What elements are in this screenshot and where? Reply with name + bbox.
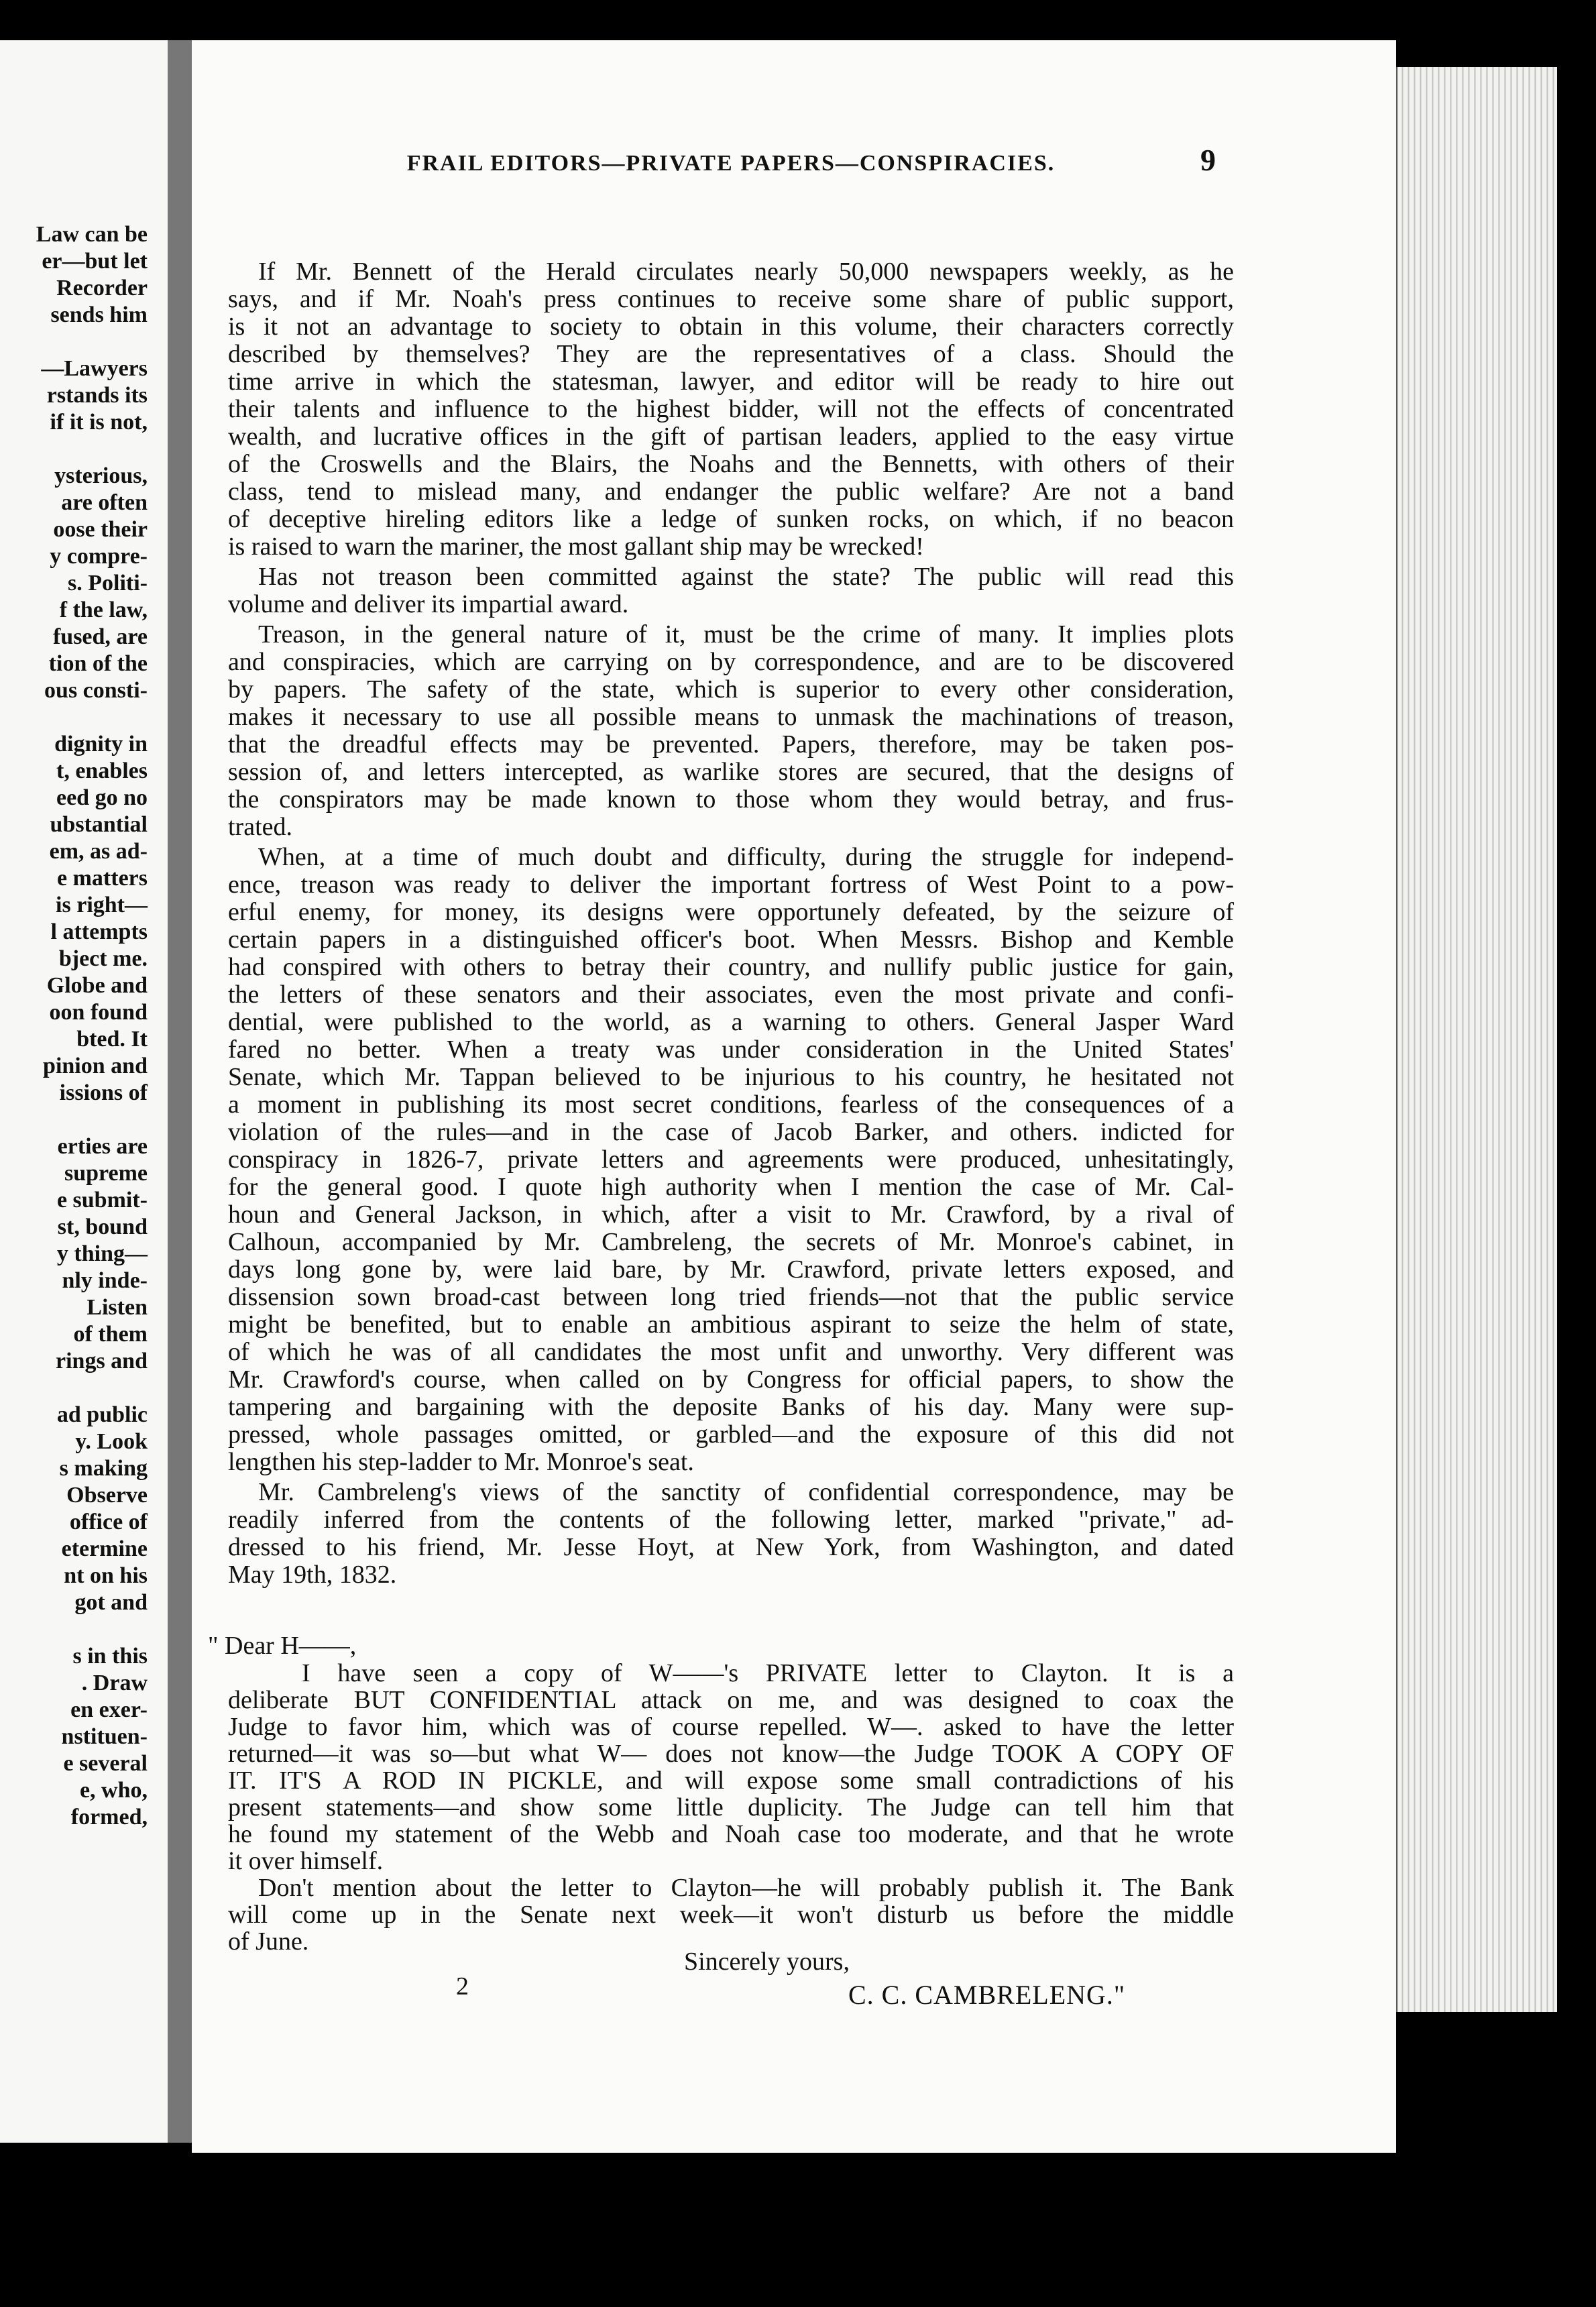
facing-page-line: e several bbox=[63, 1751, 148, 1776]
facing-page-line: Listen bbox=[87, 1295, 148, 1320]
facing-page-line: s making bbox=[59, 1456, 148, 1481]
text-line: time arrive in which the statesman, lawyer, and editor will be ready to hire out bbox=[228, 368, 1234, 396]
text-line: described by themselves? They are the representatives of a class. Should the bbox=[228, 340, 1234, 368]
facing-page-line: e submit- bbox=[56, 1188, 148, 1213]
text-line: days long gone by, were laid bare, by Mr. Crawford, private letters exposed, and bbox=[228, 1255, 1234, 1284]
facing-page-line: Law can be bbox=[36, 222, 148, 247]
facing-page-line: s in this bbox=[72, 1644, 148, 1669]
text-line: is raised to warn the mariner, the most gallant ship may be wrecked! bbox=[228, 532, 924, 561]
facing-page-line: er—but let bbox=[42, 249, 148, 274]
letter-salutation: " Dear H——, bbox=[208, 1632, 357, 1660]
facing-page-line: bted. It bbox=[76, 1027, 148, 1052]
facing-page-line: rings and bbox=[56, 1349, 148, 1373]
facing-page-line: oose their bbox=[53, 517, 148, 542]
facing-page-line: nstituen- bbox=[61, 1724, 148, 1749]
text-line: pressed, whole passages omitted, or garbled—and the exposure of this did not bbox=[228, 1420, 1234, 1449]
text-line: readily inferred from the contents of the following letter, marked "private," ad- bbox=[228, 1506, 1234, 1534]
facing-page-line: y compre- bbox=[50, 544, 148, 569]
facing-page-fragment bbox=[0, 40, 168, 2143]
letter-line: I have seen a copy of W——'s PRIVATE letter to Clayton. It is a bbox=[302, 1659, 1234, 1687]
facing-page-line: pinion and bbox=[43, 1054, 148, 1078]
text-line: session of, and letters intercepted, as warlike stores are secured, that the designs of bbox=[228, 758, 1234, 786]
text-line: Senate, which Mr. Tappan believed to be injurious to his country, he hesitated not bbox=[228, 1063, 1234, 1091]
text-line: lengthen his step-ladder to Mr. Monroe's seat. bbox=[228, 1448, 694, 1476]
text-line: says, and if Mr. Noah's press continues to receive some share of public support, bbox=[228, 285, 1234, 313]
facing-page-line: l attempts bbox=[50, 919, 148, 944]
facing-page-line: issions of bbox=[59, 1080, 148, 1105]
facing-page-line: e matters bbox=[57, 866, 148, 891]
text-line: dissension sown broad-cast between long tried friends—not that the public service bbox=[228, 1283, 1234, 1311]
facing-page-line: bject me. bbox=[58, 946, 148, 971]
text-line: tampering and bargaining with the deposite Banks of his day. Many were sup- bbox=[228, 1393, 1234, 1421]
facing-page-line: ad public bbox=[56, 1402, 148, 1427]
facing-page-line: nt on his bbox=[64, 1563, 148, 1588]
text-line: May 19th, 1832. bbox=[228, 1561, 397, 1589]
facing-page-line: is right— bbox=[56, 893, 148, 917]
text-line: the letters of these senators and their associates, even the most private and confi- bbox=[228, 980, 1234, 1009]
facing-page-line: y. Look bbox=[75, 1429, 148, 1454]
text-line: fared no better. When a treaty was under consideration in the United States' bbox=[228, 1035, 1234, 1064]
letter-line: deliberate BUT CONFIDENTIAL attack on me, and was designed to coax the bbox=[228, 1686, 1234, 1714]
text-line: erful enemy, for money, its designs were opportunely defeated, by the seizure of bbox=[228, 898, 1234, 926]
letter-line: Judge to favor him, which was of course repelled. W—. asked to have the letter bbox=[228, 1713, 1234, 1741]
letter-line: returned—it was so—but what W— does not know—the Judge TOOK A COPY OF bbox=[228, 1740, 1234, 1768]
text-line: of deceptive hireling editors like a ledge of sunken rocks, on which, if no beacon bbox=[228, 505, 1234, 533]
letter-line: will come up in the Senate next week—it won't disturb us before the middle bbox=[228, 1901, 1234, 1929]
letter-line: it over himself. bbox=[228, 1847, 384, 1875]
text-line: of which he was of all candidates the most unfit and unworthy. Very different was bbox=[228, 1338, 1234, 1366]
text-line: If Mr. Bennett of the Herald circulates nearly 50,000 newspapers weekly, as he bbox=[258, 258, 1234, 286]
text-line: volume and deliver its impartial award. bbox=[228, 590, 629, 618]
facing-page-line: eed go no bbox=[56, 785, 148, 810]
text-line: the conspirators may be made known to those whom they would betray, and frus- bbox=[228, 785, 1234, 813]
facing-page-line: Globe and bbox=[46, 973, 148, 998]
text-line: ence, treason was ready to deliver the important fortress of West Point to a pow- bbox=[228, 870, 1234, 899]
text-line: Calhoun, accompanied by Mr. Cambreleng, the secrets of Mr. Monroe's cabinet, in bbox=[228, 1228, 1234, 1256]
letter-line: of June. bbox=[228, 1927, 309, 1956]
facing-page-line: office of bbox=[69, 1510, 148, 1534]
letter-line: present statements—and show some little duplicity. The Judge can tell him that bbox=[228, 1793, 1234, 1821]
text-line: their talents and influence to the highest bidder, will not the effects of concentrated bbox=[228, 395, 1234, 423]
text-line: dential, were published to the world, as a warning to others. General Jasper Ward bbox=[228, 1008, 1234, 1036]
text-line: makes it necessary to use all possible means to unmask the machinations of treason, bbox=[228, 703, 1234, 731]
text-line: for the general good. I quote high authority when I mention the case of Mr. Cal- bbox=[228, 1173, 1234, 1201]
facing-page-line: supreme bbox=[64, 1161, 148, 1186]
facing-page-line: oon found bbox=[49, 1000, 148, 1025]
running-header: FRAIL EDITORS—PRIVATE PAPERS—CONSPIRACIES. bbox=[406, 151, 1056, 176]
text-line: had conspired with others to betray their country, and nullify public justice for gain, bbox=[228, 953, 1234, 981]
page-edges bbox=[1396, 67, 1557, 2012]
text-line: Mr. Crawford's course, when called on by Congress for official papers, to show the bbox=[228, 1365, 1234, 1394]
facing-page-line: Recorder bbox=[56, 276, 148, 300]
facing-page-line: . Draw bbox=[81, 1671, 148, 1695]
facing-page-line: —Lawyers bbox=[41, 356, 148, 381]
facing-page-line: f the law, bbox=[59, 598, 148, 622]
facing-page-line: t, enables bbox=[56, 758, 148, 783]
text-line: is it not an advantage to society to obtain in this volume, their characters correctly bbox=[228, 313, 1234, 341]
facing-page-line: ysterious, bbox=[54, 463, 148, 488]
text-line: violation of the rules—and in the case of Jacob Barker, and others. indicted for bbox=[228, 1118, 1234, 1146]
facing-page-line: etermine bbox=[61, 1536, 148, 1561]
text-line: When, at a time of much doubt and difficulty, during the struggle for independ- bbox=[258, 843, 1234, 871]
text-line: Mr. Cambreleng's views of the sanctity of confidential correspondence, may be bbox=[258, 1478, 1234, 1506]
facing-page-line: e, who, bbox=[79, 1778, 148, 1803]
facing-page-line: y thing— bbox=[56, 1241, 148, 1266]
facing-page-line: st, bound bbox=[57, 1215, 148, 1239]
text-line: and conspiracies, which are carrying on by correspondence, and are to be discovered bbox=[228, 648, 1234, 676]
letter-signature: C. C. CAMBRELENG." bbox=[848, 1980, 1126, 2010]
text-line: dressed to his friend, Mr. Jesse Hoyt, at New York, from Washington, and dated bbox=[228, 1533, 1234, 1561]
text-line: houn and General Jackson, in which, after a visit to Mr. Crawford, by a rival of bbox=[228, 1200, 1234, 1229]
text-line: Treason, in the general nature of it, must be the crime of many. It implies plots bbox=[258, 620, 1234, 649]
text-line: conspiracy in 1826-7, private letters and agreements were produced, unhesitatingly, bbox=[228, 1145, 1234, 1174]
facing-page-line: if it is not, bbox=[50, 410, 148, 435]
facing-page-line: em, as ad- bbox=[49, 839, 148, 864]
facing-page-line: are often bbox=[61, 490, 148, 515]
facing-page-line: erties are bbox=[57, 1134, 148, 1159]
facing-page-line: nly inde- bbox=[62, 1268, 148, 1293]
page-number: 9 bbox=[1200, 143, 1216, 177]
facing-page-line: tion of the bbox=[48, 651, 148, 676]
facing-page-line: Observe bbox=[66, 1483, 148, 1508]
text-line: Has not treason been committed against the state? The public will read this bbox=[258, 563, 1234, 591]
text-line: certain papers in a distinguished officer's boot. When Messrs. Bishop and Kemble bbox=[228, 925, 1234, 954]
text-line: class, tend to mislead many, and endanger the public welfare? Are not a band bbox=[228, 477, 1234, 506]
text-line: might be benefited, but to enable an ambitious aspirant to seize the helm of state, bbox=[228, 1310, 1234, 1339]
facing-page-line: sends him bbox=[50, 302, 148, 327]
text-line: trated. bbox=[228, 813, 293, 841]
facing-page-line: dignity in bbox=[54, 732, 148, 756]
letter-closing: Sincerely yours, bbox=[684, 1948, 850, 1976]
text-line: wealth, and lucrative offices in the gift of partisan leaders, applied to the easy virtue bbox=[228, 423, 1234, 451]
text-line: of the Croswells and the Blairs, the Noahs and the Bennetts, with others of their bbox=[228, 450, 1234, 478]
text-line: by papers. The safety of the state, which is superior to every other consideration, bbox=[228, 675, 1234, 704]
facing-page-line: of them bbox=[73, 1322, 148, 1347]
signature-mark: 2 bbox=[456, 1972, 469, 2001]
facing-page-line: s. Politi- bbox=[68, 571, 148, 596]
facing-page-line: rstands its bbox=[46, 383, 148, 408]
text-line: that the dreadful effects may be prevented. Papers, therefore, may be taken pos- bbox=[228, 730, 1234, 758]
text-line: a moment in publishing its most secret conditions, fearless of the consequences of a bbox=[228, 1090, 1234, 1119]
letter-line: Don't mention about the letter to Clayton—he will probably publish it. The Bank bbox=[258, 1874, 1234, 1902]
facing-page-line: ous consti- bbox=[44, 678, 148, 703]
book-gutter bbox=[168, 40, 192, 2143]
facing-page-line: formed, bbox=[70, 1805, 148, 1830]
facing-page-line: ubstantial bbox=[50, 812, 148, 837]
facing-page-line: en exer- bbox=[70, 1697, 148, 1722]
facing-page-line: fused, are bbox=[52, 624, 148, 649]
letter-line: IT. IT'S A ROD IN PICKLE, and will expose some small contradictions of his bbox=[228, 1766, 1234, 1795]
facing-page-line: got and bbox=[74, 1590, 148, 1615]
letter-line: he found my statement of the Webb and Noah case too moderate, and that he wrote bbox=[228, 1820, 1234, 1848]
